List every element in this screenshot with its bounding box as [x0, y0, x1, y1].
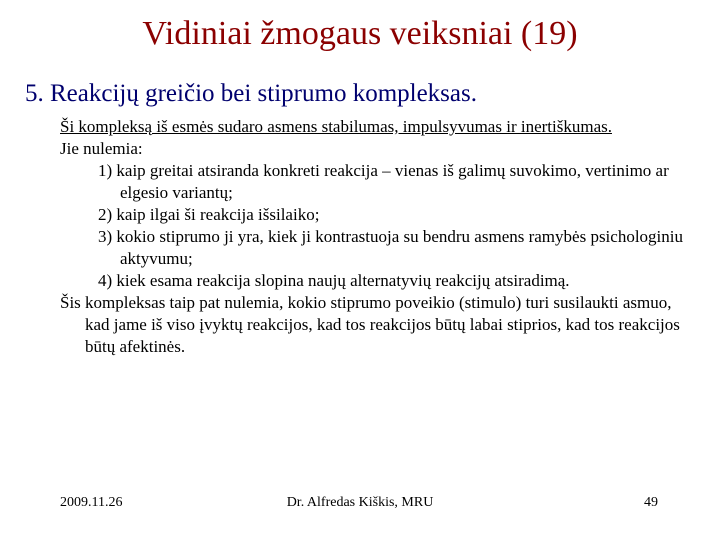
list-item: 3) kokio stiprumo ji yra, kiek ji kontrastuoja su bendru asmens ramybės psichologiniu aktyvumu; [98, 227, 683, 268]
footer-date: 2009.11.26 [60, 495, 123, 510]
list-item: 4) kiek esama reakcija slopina naujų alternatyvių reakcijų atsiradimą. [98, 271, 570, 290]
list-item: 1) kaip greitai atsiranda konkreti reakcija – vienas iš galimų suvokimo, vertinimo ar elgesio variantų; [98, 161, 669, 202]
footer-author: Dr. Alfredas Kiškis, MRU [286, 495, 434, 510]
conclusion-paragraph: Šis kompleksas taip pat nulemia, kokio stiprumo poveikio (stimulo) turi susilaukti asmuo, kad jame iš viso įvyktų reakcijos, kad tos reakcijos būtų labai stiprios, kad tos reakcijos būtų afektinės. [60, 293, 680, 356]
page-number: 49 [644, 495, 658, 510]
intro-paragraph: Ši kompleksą iš esmės sudaro asmens stabilumas, impulsyvumas ir inertiškumas. [60, 117, 612, 136]
slide-body [60, 116, 700, 358]
lead-line: Jie nulemia: [60, 139, 143, 158]
list-item: 2) kaip ilgai ši reakcija išsilaiko; [98, 205, 320, 224]
slide-subtitle: 5. Reakcijų greičio bei stiprumo kompleksas. [25, 80, 477, 107]
slide-title: Vidiniai žmogaus veiksniai (19) [142, 15, 578, 52]
